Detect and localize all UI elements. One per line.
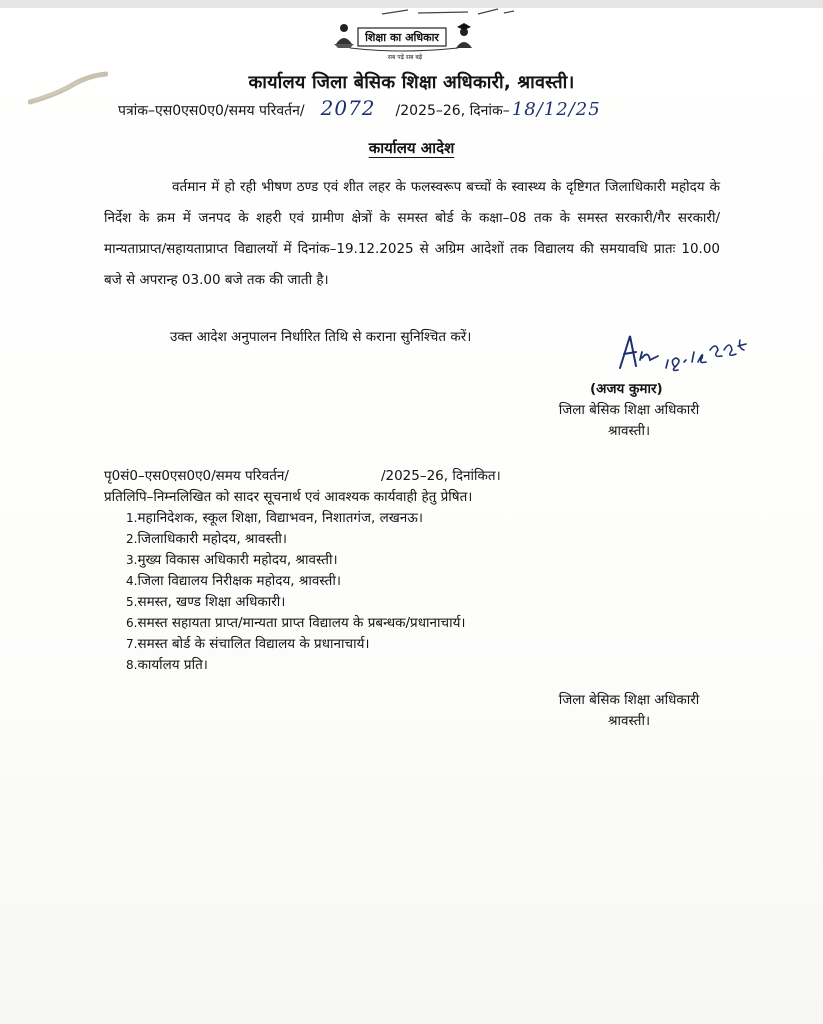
graduate-icon (456, 23, 472, 48)
office-title: कार्यालय जिला बेसिक शिक्षा अधिकारी, श्रावस्ती। (248, 72, 575, 93)
list-item: 1.महानिदेशक, स्कूल शिक्षा, विद्याभवन, निशातगंज, लखनऊ। (126, 510, 424, 526)
reference-line (118, 96, 601, 120)
ref-prefix: पत्रांक–एस0एस0ए0/समय परिवर्तन/ (118, 103, 305, 119)
signatory-name: (अजय कुमार) (590, 381, 663, 397)
list-item: 7.समस्त बोर्ड के संचालित विद्यालय के प्रधानाचार्य। (126, 636, 370, 652)
copy-ref-part-b: /2025–26, दिनांकित। (380, 468, 501, 484)
copy-ref-part-a: पृ0सं0–एस0एस0ए0/समय परिवर्तन/ (104, 468, 289, 484)
handwritten-signature (612, 328, 752, 384)
list-item: 6.समस्त सहायता प्राप्त/मान्यता प्राप्त विद्यालय के प्रबन्धक/प्रधानाचार्य। (126, 615, 466, 631)
final-signatory-block (536, 690, 722, 732)
final-designation: जिला बेसिक शिक्षा अधिकारी (558, 692, 700, 708)
child-reading-icon (334, 24, 354, 48)
logo-name: शिक्षा का अधिकार (365, 31, 439, 44)
ref-date-handwritten: 18/12/25 (511, 99, 601, 120)
final-place: श्रावस्ती। (607, 713, 651, 729)
logo-tagline: सब पढ़ें सब बढ़ें (387, 54, 423, 61)
copy-intro: प्रतिलिपि–निम्नलिखित को सादर सूचनार्थ एवं आवश्यक कार्यवाही हेतु प्रेषित। (104, 489, 473, 505)
list-item: 5.समस्त, खण्ड शिक्षा अधिकारी। (126, 594, 286, 610)
ref-number-handwritten: 2072 (320, 96, 376, 120)
list-item: 4.जिला विद्यालय निरीक्षक महोदय, श्रावस्ती। (126, 573, 341, 589)
shiksha-ka-adhikar-logo (330, 18, 480, 62)
ref-session: /2025–26, दिनांक– (395, 103, 510, 119)
list-item: 8.कार्यालय प्रति। (126, 657, 208, 673)
copy-reference-line (104, 466, 501, 484)
scan-residue-mark (378, 6, 518, 16)
list-item: 3.मुख्य विकास अधिकारी महोदय, श्रावस्ती। (126, 552, 338, 568)
logo (330, 18, 480, 64)
order-title: कार्यालय आदेश (368, 139, 455, 157)
compliance-line: उक्त आदेश अनुपालन निर्धारित तिथि से कराना सुनिश्चित करें। (170, 329, 472, 345)
copy-recipient-list (126, 508, 466, 676)
signatory-place: श्रावस्ती। (607, 423, 651, 439)
order-body-paragraph: वर्तमान में हो रही भीषण ठण्ड एवं शीत लहर के फलस्वरूप बच्चों के स्वास्थ्य के दृष्टिगत जिलाधिकारी महोदय के निर्देश के क्रम में जनपद के शहरी एवं ग्रामीण क्षेत्रों के समस्त बोर्ड के कक्षा–08 तक के समस्त सरकारी/गैर सरकारी/मान्यताप्राप्त/सहायताप्राप्त विद्यालयों में दिनांक–19.12.2025 से अग्रिम आदेशों तक विद्यालय की समयावधि प्रातः 10.00 बजे से अपरान्ह 03.00 बजे तक की जाती है। (104, 179, 720, 288)
signatory-designation: जिला बेसिक शिक्षा अधिकारी (558, 402, 700, 418)
list-item: 2.जिलाधिकारी महोदय, श्रावस्ती। (126, 531, 288, 547)
signatory-block (536, 400, 722, 442)
